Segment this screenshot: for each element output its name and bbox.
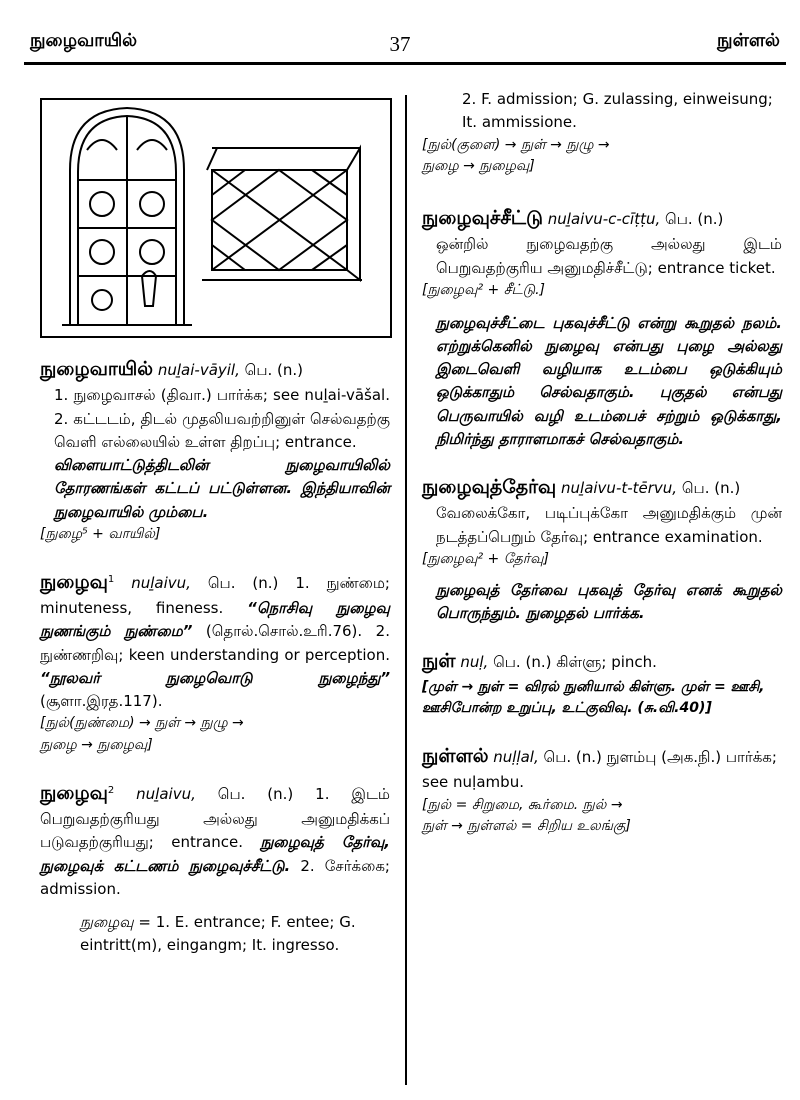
definition: 1. நுண்மை; minuteness, fineness. (40, 573, 390, 618)
headword: நுழைவாயில் (40, 358, 154, 380)
definition: 1. இடம் பெறுவதற்குரியது அல்லது அனுமதிக்கப் படுவதற்குரியது; entrance. (40, 784, 390, 852)
example: நுழைவுத் தேர்வு, நுழைவுக் கட்டணம் நுழைவுச்சீட்டு. (40, 833, 391, 875)
homograph-number: 2 (107, 784, 115, 796)
headword: நுழைவுத்தேர்வு (422, 476, 557, 498)
etymology: [நுழைவு² + தேர்வு] (422, 550, 549, 567)
page-number: 37 (389, 32, 411, 56)
entry-nul (422, 647, 782, 720)
homograph-number: 1 (107, 573, 115, 585)
definition: கிள்ளு; pinch. (556, 653, 657, 672)
entry-nuzhaivuchchittu (422, 204, 782, 451)
source: (தொல்.சொல்.உரி.76). (205, 622, 363, 641)
doorway-illustration (40, 98, 392, 338)
equivalents: 1. E. entrance; F. entee; G. eintritt(m), eingangm; It. ingresso. (80, 913, 356, 955)
etymology: [நுல்(குளை) → நுள் → நுழு → (422, 136, 610, 153)
doorway-drawing (42, 100, 390, 336)
headword: நுழைவு (40, 570, 108, 593)
header-rule (24, 62, 786, 65)
definition: நுளம்பு (அக.நி.) பார்க்க; see nuḷambu. (422, 747, 777, 792)
etymology: நுழை → நுழைவு] (422, 158, 535, 175)
column-divider (405, 95, 407, 1085)
transliteration: nuḻaivu, (136, 784, 196, 803)
transliteration: nuḷ, (460, 653, 489, 672)
definition: 1. நுழைவாசல் (திவா.) பார்க்க; see nuḻai-vāšal. 2. கட்டடம், திடல் முதலியவற்றினுள் செல்வதற்கு வெளி எல்லையில் உள்ள திறப்பு; entrance. (54, 386, 390, 451)
usage-note: நுழைவுத் தேர்வை புகவுத் தேர்வு எனக் கூறுதல் பொருந்தும். நுழைதல் பார்க்க. (436, 580, 782, 622)
pos: பெ. (n.) (207, 573, 279, 592)
headword: நுழைவு (40, 781, 108, 804)
quotation: “நூலவர் நுழைவொடு நுழைந்து” (40, 668, 390, 687)
entry-nuzhaivayil (40, 355, 390, 546)
usage-note: நுழைவுச்சீட்டை புகவுச்சீட்டு என்று கூறுதல் நலம். எற்றுக்கெனில் நுழைவு என்பது புழை அல்லது இடைவெளி வழியாக உடம்பை ஒடுக்கியும் ஒடுக்காதும் செல்வதாகும். புகுதல் என்பது பெருவாயில் வழி உடம்பைச் சற்றும் ஒடுக்காது, நிமிர்ந்து தாராளமாகச் செல்வதாகும். (436, 313, 782, 448)
source: (சூளா.இரத.117). (40, 692, 163, 711)
definition: ஒன்றில் நுழைவதற்கு அல்லது இடம் பெறுவதற்குரிய அனுமதிச்சீட்டு; entrance ticket. (436, 235, 782, 277)
etymology: நுள் → நுள்ளல் = சிறிய உலங்கு] (422, 818, 631, 835)
left-column (40, 355, 390, 958)
etymology: [நுல் = சிறுமை, கூர்மை. நுல் → (422, 796, 623, 813)
pos: பெ. (n.) (493, 653, 552, 672)
transliteration: nuḻaivu, (131, 573, 191, 592)
right-column (422, 88, 782, 838)
pos: பெ. (n.) (681, 479, 741, 497)
entry-nuzhaivuththervu (422, 473, 782, 625)
pos: பெ. (n.) (543, 747, 602, 766)
transliteration: nuḷḷal, (493, 747, 539, 766)
headword: நுள் (422, 650, 456, 673)
entry-nuzhaivu-1 (40, 568, 390, 757)
definition: 2. நுண்ணறிவு; keen understanding or perception. (40, 622, 390, 664)
running-head-left: நுழைவாயில் (30, 30, 138, 51)
pos: பெ. (n.) (217, 784, 294, 803)
transliteration: nuḻaivu-t-tērvu, (561, 479, 678, 497)
etymology: [முள் → நுள் = விரல் நுனியால் கிள்ளு. முள் = ஊசி, ஊசிபோன்ற உறுப்பு, உட்குவிவு. (சு.வி.40)] (422, 678, 765, 717)
etymology: நுழை → நுழைவு] (40, 737, 153, 753)
etymology: [நுழை⁵ + வாயில்] (40, 525, 161, 542)
pos: பெ. (n.) (665, 209, 724, 228)
etymology: [நுல்(நுண்மை) → நுள் → நுழு → (40, 715, 244, 732)
definition: 2. சேர்க்கை; admission. (40, 856, 390, 898)
entry-nuzhaivu-2 (40, 779, 390, 958)
equivalents: 2. F. admission; G. zulassing, einweisung; It. ammissione. (462, 90, 773, 132)
transliteration: nuḻaivu-c-cīṭṭu, (547, 209, 661, 228)
entry-nullal (422, 742, 782, 838)
transliteration: nuḻai-vāyil, (157, 361, 240, 379)
pos: பெ. (n.) (244, 361, 304, 379)
running-head-right: நுள்ளல் (717, 30, 780, 51)
etymology: [நுழைவு² + சீட்டு.] (422, 281, 546, 298)
example: விளையாட்டுத்திடலின் நுழைவாயிலில் தோரணங்கள் கட்டப் பட்டுள்ளன. இந்தியாவின் நுழைவாயில் மும்பை. (54, 456, 390, 521)
definition: வேலைக்கோ, படிப்புக்கோ அனுமதிக்கும் முன் நடத்தப்பெறும் தேர்வு; entrance examination. (436, 504, 782, 546)
equivalents-label: நுழைவு = (80, 913, 151, 932)
quotation: “நொசிவு நுழைவு நுணங்கும் நுண்மை” (40, 599, 390, 641)
headword: நுழைவுச்சீட்டு (422, 206, 543, 229)
headword: நுள்ளல் (422, 744, 489, 767)
